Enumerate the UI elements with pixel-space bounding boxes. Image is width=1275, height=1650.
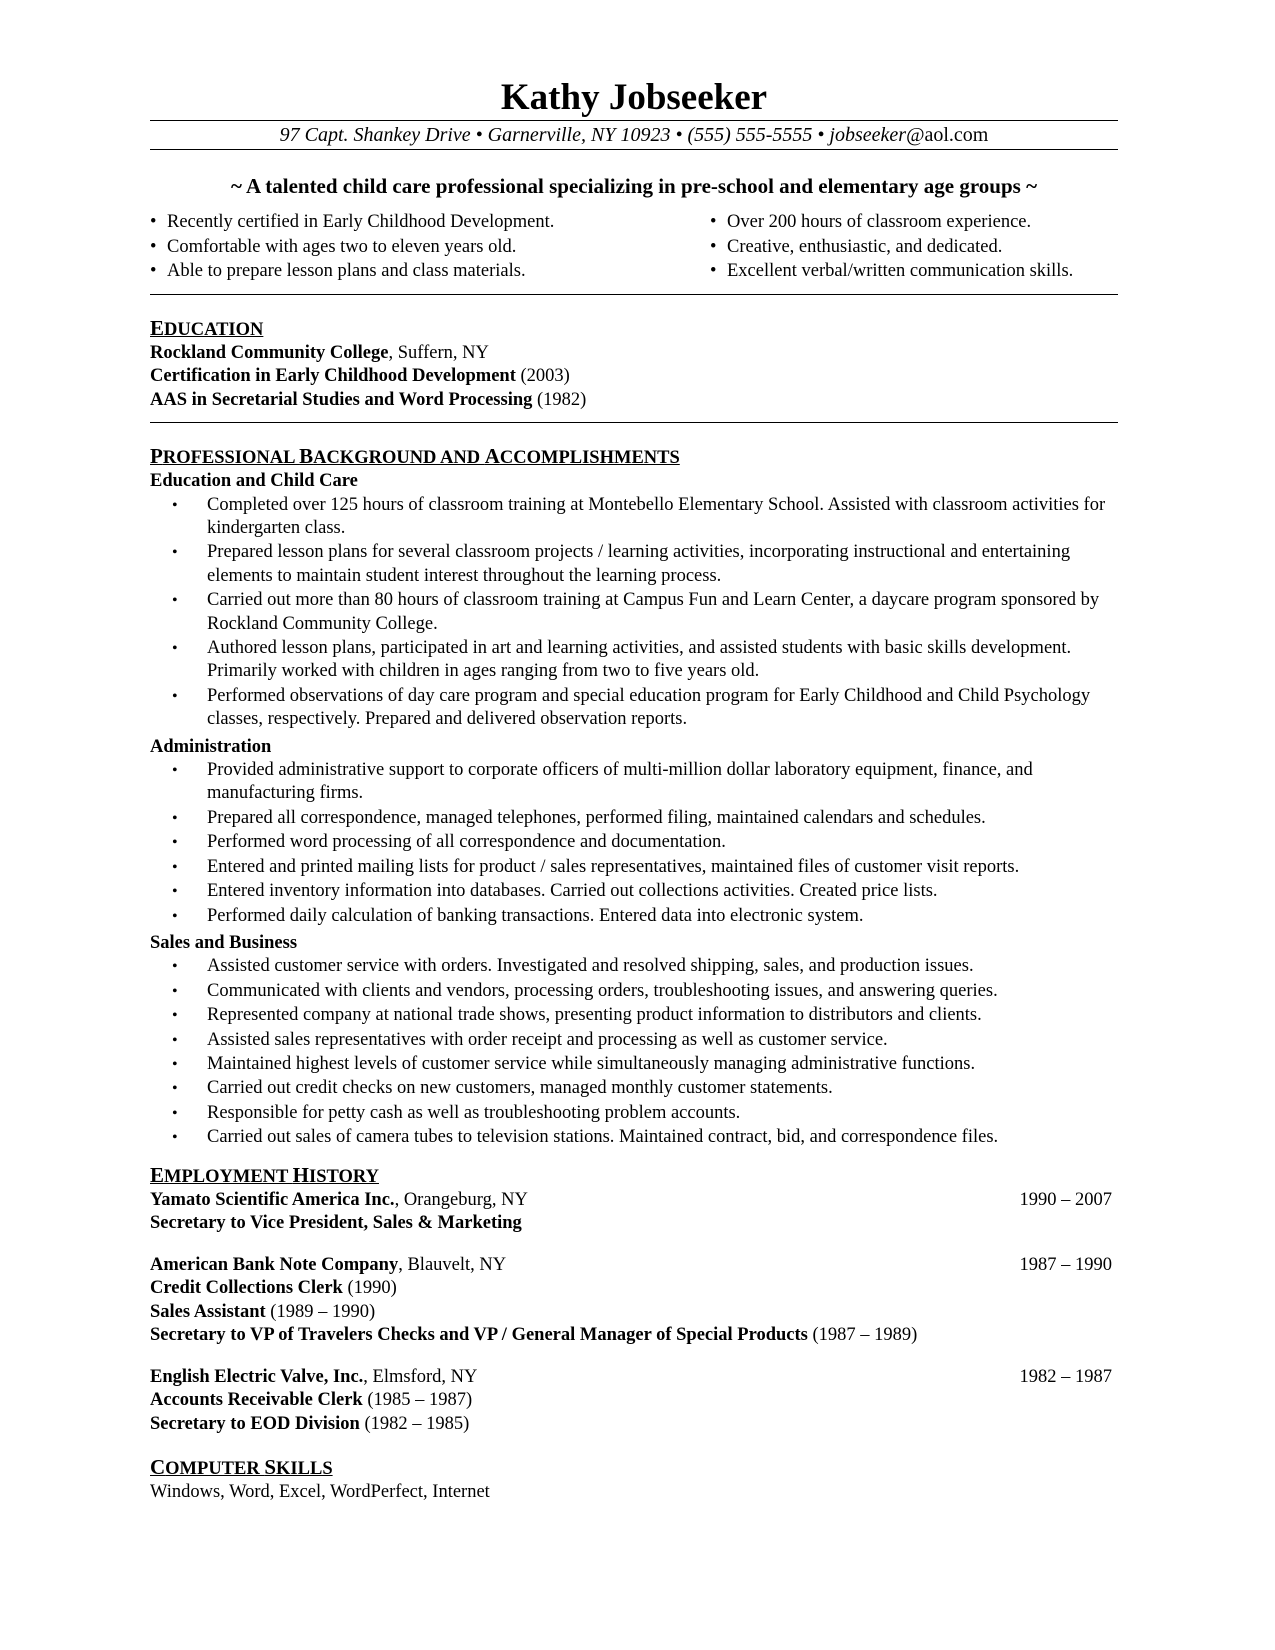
list-item: • Assisted sales representatives with order receipt and processing as well as customer service. [150, 1029, 1118, 1052]
list-item: • Performed observations of day care program and special education program for Early Childhood and Child Psychology classes, respectively. Prepared and delivered observation reports. [172, 685, 1091, 730]
list-item: • Carried out more than 80 hours of classroom training at Campus Fun and Learn Center, a daycare program sponsored by Rockland Community College. [172, 590, 1100, 634]
employment-heading: EMPLOYMENT HISTORY [150, 1162, 379, 1187]
bullet-icon: • [172, 1104, 178, 1122]
job-role: Credit Collections Clerk (1990) [150, 1278, 397, 1299]
job-role: Secretary to EOD Division (1982 – 1985) [150, 1413, 470, 1434]
job-header [150, 1366, 1118, 1390]
bullet-icon: • [172, 1080, 178, 1098]
job-role: Sales Assistant (1989 – 1990) [150, 1301, 376, 1322]
section-divider [150, 294, 1118, 295]
education-heading: EDUCATION [150, 315, 264, 340]
bullet-icon: • [172, 762, 178, 780]
candidate-name: Kathy Jobseeker [500, 77, 768, 118]
education-school: Rockland Community College, Suffern, NY [150, 342, 489, 363]
bullet-icon: • [172, 883, 178, 901]
group-title-administration: Administration [150, 736, 272, 757]
list-item: • Carried out sales of camera tubes to television stations. Maintained contract, bid, and correspondence files. [150, 1126, 1118, 1149]
job-header [150, 1189, 1118, 1213]
highlight-item: • Over 200 hours of classroom experience. [710, 210, 1073, 235]
bullet-icon: • [172, 639, 178, 657]
list-item: • Performed daily calculation of banking transactions. Entered data into electronic system. [150, 905, 1118, 928]
bullet-icon: • [172, 1056, 178, 1074]
group-title-education-child-care: Education and Child Care [150, 471, 358, 491]
job-role: Secretary to Vice President, Sales & Marketing [150, 1213, 522, 1234]
bullet-icon: • [172, 1007, 178, 1025]
bullet-icon: • [172, 496, 178, 514]
header-rule-bottom [150, 149, 1118, 150]
bullet-icon: • [172, 1031, 178, 1049]
list-item: • Authored lesson plans, participated in art and learning activities, and assisted students with basic skills development. Primarily worked with children in ages ranging from two to five years old. [172, 637, 1072, 682]
bullet-icon: • [172, 907, 178, 925]
list-item: • Communicated with clients and vendors, processing orders, troubleshooting issues, and answering queries. [150, 980, 1118, 1003]
education-item: AAS in Secretarial Studies and Word Processing (1982) [150, 389, 587, 410]
contact-address: 97 Capt. Shankey Drive • Garnerville, NY 10923 • (555) 555-5555 • jobseeker [279, 124, 907, 146]
bullet-icon: • [172, 834, 178, 852]
contact-email-domain[interactable]: @aol.com [906, 124, 989, 146]
job-role: Secretary to VP of Travelers Checks and VP / General Manager of Special Products (1987 – 1989) [150, 1325, 918, 1346]
job-location: , Elmsford, NY [363, 1366, 478, 1387]
group-title-sales-business: Sales and Business [150, 932, 298, 953]
job-company: English Electric Valve, Inc. [150, 1366, 364, 1387]
resume-page [150, 70, 1118, 1505]
job-location: , Blauvelt, NY [398, 1254, 507, 1275]
list-item: • Responsible for petty cash as well as troubleshooting problem accounts. [150, 1102, 1118, 1125]
group-list-sales-business [150, 955, 1118, 1149]
list-item: • Prepared lesson plans for several classroom projects / learning activities, incorporating instructional and entertaining elements to maintain student interest throughout the learning process. [172, 542, 1071, 586]
job-company: Yamato Scientific America Inc. [150, 1189, 395, 1210]
highlights-right [710, 210, 1073, 284]
bullet-icon: • [710, 261, 717, 281]
list-item: • Carried out credit checks on new customers, managed monthly customer statements. [150, 1077, 1118, 1100]
bullet-icon: • [172, 858, 178, 876]
highlight-item: • Recently certified in Early Childhood Development. [150, 210, 710, 235]
section-divider [150, 422, 1118, 423]
background-heading: PROFESSIONAL BACKGROUND AND ACCOMPLISHMENTS [150, 444, 680, 468]
skills-heading: COMPUTER SKILLS [150, 1455, 333, 1480]
bullet-icon: • [150, 212, 157, 232]
list-item: • Represented company at national trade shows, presenting product information to distributors and clients. [150, 1004, 1118, 1027]
job-years: 1987 – 1990 [1019, 1254, 1112, 1275]
group-list-administration [150, 759, 1118, 928]
spacer [150, 1236, 1118, 1254]
list-item: • Prepared all correspondence, managed telephones, performed filing, maintained calendars and schedules. [150, 807, 1118, 830]
bullet-icon: • [710, 236, 717, 257]
list-item: • Completed over 125 hours of classroom training at Montebello Elementary School. Assisted with classroom activities for kindergarten class. [172, 494, 1106, 538]
spacer [150, 1348, 1118, 1366]
contact-line [150, 121, 1118, 149]
job-location: , Orangeburg, NY [394, 1189, 528, 1210]
tagline: ~ A talented child care professional specializing in pre-school and elementary age groups ~ [230, 174, 1038, 198]
bullet-icon: • [172, 982, 178, 1000]
bullet-icon: • [172, 687, 178, 705]
education-item: Certification in Early Childhood Development (2003) [150, 366, 570, 386]
bullet-icon: • [172, 958, 178, 976]
bullet-icon: • [172, 544, 178, 562]
job-company: American Bank Note Company [150, 1254, 399, 1275]
highlight-item: • Able to prepare lesson plans and class materials. [150, 259, 710, 284]
bullet-icon: • [172, 809, 178, 827]
highlight-item: • Comfortable with ages two to eleven years old. [150, 235, 710, 260]
job-years: 1990 – 2007 [1019, 1189, 1112, 1210]
list-item: • Entered inventory information into databases. Carried out collections activities. Created price lists. [150, 880, 1118, 903]
skills-list: Windows, Word, Excel, WordPerfect, Internet [150, 1482, 490, 1503]
job-years: 1982 – 1987 [1019, 1366, 1112, 1387]
bullet-icon: • [710, 212, 717, 232]
list-item: • Performed word processing of all correspondence and documentation. [150, 831, 1118, 854]
bullet-icon: • [172, 592, 178, 610]
highlight-item: • Creative, enthusiastic, and dedicated. [710, 235, 1073, 260]
bullet-icon: • [150, 261, 157, 281]
list-item: • Provided administrative support to corporate officers of multi-million dollar laboratory equipment, finance, and manufacturing firms. [172, 760, 1033, 804]
job-role: Accounts Receivable Clerk (1985 – 1987) [150, 1390, 473, 1411]
list-item: • Maintained highest levels of customer service while simultaneously managing administrative functions. [150, 1053, 1118, 1076]
highlight-item: • Excellent verbal/written communication skills. [710, 259, 1073, 284]
bullet-icon: • [172, 1129, 178, 1147]
job-header [150, 1254, 1118, 1278]
list-item: • Assisted customer service with orders. Investigated and resolved shipping, sales, and production issues. [150, 955, 1118, 978]
list-item: • Entered and printed mailing lists for product / sales representatives, maintained files of customer visit reports. [150, 856, 1118, 879]
group-list-education-child-care [150, 494, 1118, 732]
bullet-icon: • [150, 236, 157, 257]
highlights-left [150, 210, 710, 284]
highlights [150, 210, 1118, 284]
